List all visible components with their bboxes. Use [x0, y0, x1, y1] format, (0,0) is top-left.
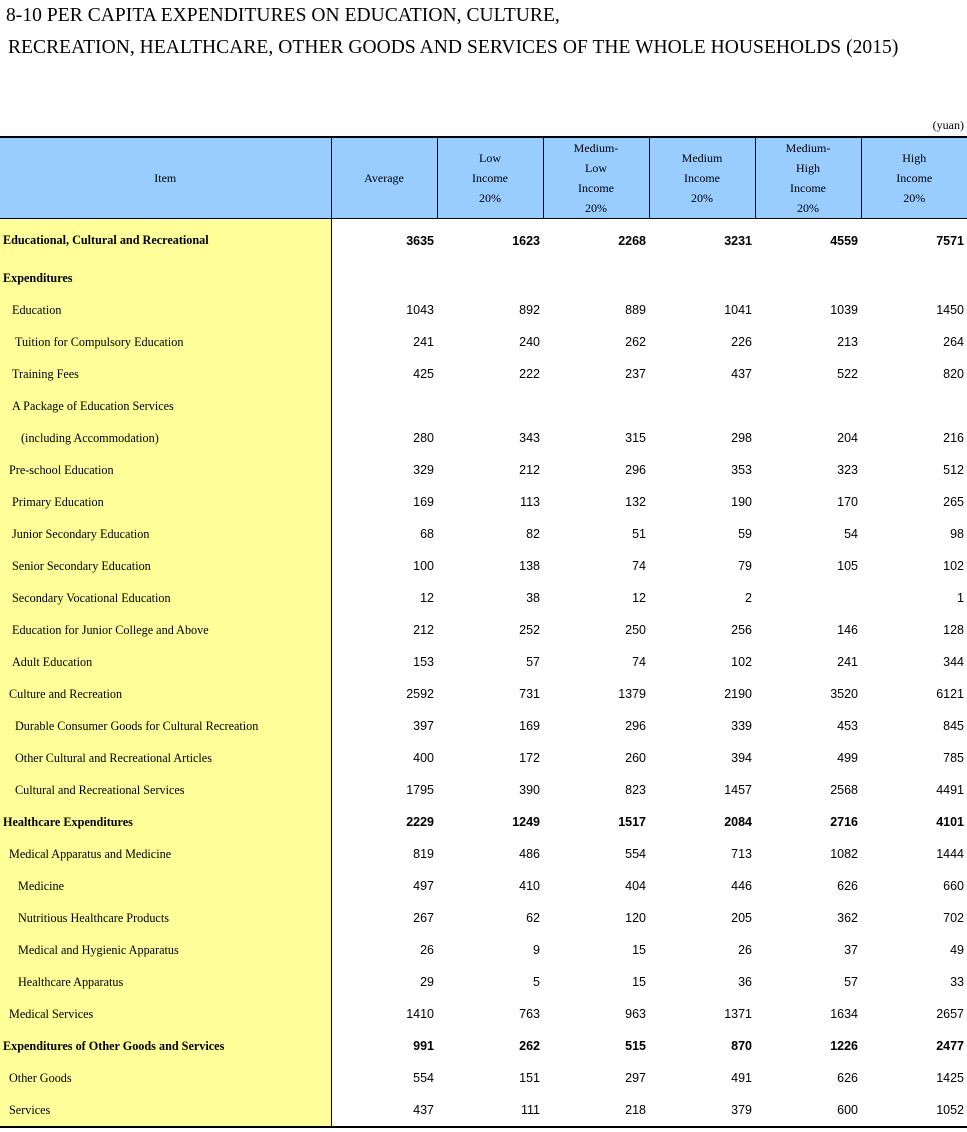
row-label: Medicine	[0, 870, 331, 902]
cell-value: 297	[625, 1071, 646, 1085]
cell-value: 1457	[724, 783, 752, 797]
cell-value: 353	[731, 463, 752, 477]
cell-value: 785	[943, 751, 964, 765]
header-line: Medium	[681, 151, 723, 165]
table-row	[0, 518, 967, 550]
cell-value: 497	[413, 879, 434, 893]
header-line: High	[796, 161, 820, 175]
cell-value	[755, 262, 861, 294]
table-row	[0, 1030, 967, 1062]
cell-value: 113	[520, 495, 540, 509]
cell-value: 491	[731, 1071, 752, 1085]
cell-value: 1082	[830, 847, 858, 861]
cell-value: 15	[632, 975, 646, 989]
cell-value: 26	[738, 943, 752, 957]
cell-value: 105	[837, 559, 858, 573]
cell-value: 204	[837, 431, 858, 445]
row-label: Medical and Hygienic Apparatus	[0, 934, 331, 966]
cell-value	[861, 262, 967, 294]
cell-value	[437, 390, 543, 422]
cell-value: 153	[413, 655, 434, 669]
table-row	[0, 998, 967, 1030]
cell-value	[543, 390, 649, 422]
cell-value: 323	[837, 463, 858, 477]
row-label: Culture and Recreation	[0, 678, 331, 710]
cell-value: 241	[837, 655, 858, 669]
cell-value: 820	[943, 367, 964, 381]
cell-value: 264	[943, 335, 964, 349]
cell-value: 102	[943, 559, 964, 573]
row-label: Education for Junior College and Above	[0, 614, 331, 646]
cell-value: 486	[519, 847, 540, 861]
row-label: Secondary Vocational Education	[0, 582, 331, 614]
cell-value: 36	[738, 975, 752, 989]
cell-value: 298	[731, 431, 752, 445]
table-row	[0, 1094, 967, 1127]
cell-value: 339	[731, 719, 752, 733]
cell-value: 963	[625, 1007, 646, 1021]
header-line: Medium-	[573, 141, 619, 155]
cell-value: 138	[519, 559, 540, 573]
row-label: Medical Apparatus and Medicine	[0, 838, 331, 870]
row-label: Primary Education	[0, 486, 331, 518]
cell-value: 262	[625, 335, 646, 349]
cell-value: 626	[837, 879, 858, 893]
table-row	[0, 934, 967, 966]
cell-value: 1410	[406, 1007, 434, 1021]
cell-value: 240	[519, 335, 540, 349]
cell-value: 170	[837, 495, 858, 509]
row-label: Medical Services	[0, 998, 331, 1030]
cell-value: 57	[844, 975, 858, 989]
row-label: A Package of Education Services	[0, 390, 331, 422]
cell-value: 499	[837, 751, 858, 765]
cell-value: 394	[731, 751, 752, 765]
cell-value: 2084	[724, 815, 752, 829]
cell-value: 1425	[936, 1071, 964, 1085]
cell-value: 329	[413, 463, 434, 477]
cell-value: 1039	[830, 303, 858, 317]
table-row	[0, 294, 967, 326]
table-row	[0, 614, 967, 646]
cell-value: 870	[731, 1039, 752, 1053]
cell-value: 12	[420, 591, 434, 605]
row-label: Adult Education	[0, 646, 331, 678]
cell-value: 267	[413, 911, 434, 925]
cell-value: 169	[519, 719, 540, 733]
header-medium-low-income	[543, 137, 649, 219]
cell-value: 763	[519, 1007, 540, 1021]
cell-value: 262	[519, 1039, 540, 1053]
header-line: Income	[578, 181, 614, 195]
cell-value: 205	[731, 911, 752, 925]
cell-value: 1052	[861, 1094, 967, 1127]
cell-value: 2268	[618, 233, 646, 248]
cell-value: 1623	[512, 233, 540, 248]
cell-value: 437	[731, 367, 752, 381]
cell-value: 4101	[936, 815, 964, 829]
cell-value: 26	[420, 943, 434, 957]
cell-value: 79	[738, 559, 752, 573]
cell-value: 660	[943, 879, 964, 893]
cell-value: 74	[632, 655, 646, 669]
row-label: Expenditures of Other Goods and Services	[0, 1030, 331, 1062]
table-row	[0, 486, 967, 518]
cell-value: 2477	[936, 1039, 964, 1053]
row-label: Pre-school Education	[0, 454, 331, 486]
header-item: Item	[0, 137, 331, 219]
table-row	[0, 422, 967, 454]
cell-value: 296	[625, 719, 646, 733]
cell-value: 1043	[406, 303, 434, 317]
header-average: Average	[331, 137, 437, 219]
cell-value: 256	[731, 623, 752, 637]
cell-value: 9	[533, 943, 540, 957]
cell-value: 213	[837, 335, 858, 349]
header-line: Low	[585, 161, 607, 175]
row-label: Expenditures	[0, 262, 331, 294]
cell-value: 343	[519, 431, 540, 445]
cell-value: 2657	[936, 1007, 964, 1021]
cell-value: 120	[625, 911, 646, 925]
header-line: Medium-	[785, 141, 831, 155]
row-label: Durable Consumer Goods for Cultural Recreation	[0, 710, 331, 742]
cell-value: 5	[533, 975, 540, 989]
table-row	[0, 870, 967, 902]
cell-value: 49	[950, 943, 964, 957]
cell-value: 446	[731, 879, 752, 893]
cell-value: 702	[943, 911, 964, 925]
row-label: Junior Secondary Education	[0, 518, 331, 550]
row-label: Nutritious Healthcare Products	[0, 902, 331, 934]
header-medium-income	[649, 137, 755, 219]
cell-value: 819	[413, 847, 434, 861]
cell-value: 512	[943, 463, 964, 477]
cell-value: 29	[420, 975, 434, 989]
cell-value: 379	[649, 1094, 755, 1127]
header-medium-high-income	[755, 137, 861, 219]
cell-value: 37	[844, 943, 858, 957]
cell-value: 190	[731, 495, 752, 509]
row-label: Services	[0, 1094, 331, 1127]
cell-value	[331, 262, 437, 294]
header-line: Income	[684, 171, 720, 185]
header-line: Income	[896, 171, 933, 185]
row-label: Education	[0, 294, 331, 326]
header-line: 20%	[903, 191, 926, 205]
cell-value: 226	[731, 335, 752, 349]
cell-value: 172	[519, 751, 540, 765]
unit-label: (yuan)	[932, 118, 964, 132]
cell-value: 59	[738, 527, 752, 541]
header-line: 20%	[797, 201, 819, 215]
cell-value: 1444	[936, 847, 964, 861]
cell-value: 12	[632, 591, 646, 605]
table-row	[0, 678, 967, 710]
table-row	[0, 806, 967, 838]
row-label: Senior Secondary Education	[0, 550, 331, 582]
cell-value: 260	[625, 751, 646, 765]
cell-value: 1041	[724, 303, 752, 317]
cell-value	[649, 390, 755, 422]
table-row	[0, 454, 967, 486]
cell-value: 3520	[830, 687, 858, 701]
cell-value: 216	[943, 431, 964, 445]
row-label: Other Goods	[0, 1062, 331, 1094]
cell-value: 1371	[724, 1007, 752, 1021]
cell-value: 453	[837, 719, 858, 733]
cell-value: 892	[519, 303, 540, 317]
table-row	[0, 902, 967, 934]
cell-value: 2592	[406, 687, 434, 701]
cell-value: 522	[837, 367, 858, 381]
cell-value: 82	[526, 527, 540, 541]
cell-value: 2229	[406, 815, 434, 829]
cell-value: 237	[625, 367, 646, 381]
cell-value: 437	[331, 1094, 437, 1127]
cell-value: 731	[519, 687, 540, 701]
cell-value: 132	[625, 495, 646, 509]
header-line: Income	[472, 171, 508, 185]
cell-value: 889	[625, 303, 646, 317]
cell-value: 600	[755, 1094, 861, 1127]
cell-value: 4559	[830, 233, 858, 248]
cell-value: 218	[543, 1094, 649, 1127]
cell-value: 2190	[724, 687, 752, 701]
cell-value	[755, 390, 861, 422]
cell-value: 74	[632, 559, 646, 573]
cell-value: 151	[519, 1071, 540, 1085]
table-row	[0, 390, 967, 422]
cell-value: 212	[413, 623, 434, 637]
cell-value: 54	[844, 527, 858, 541]
cell-value: 100	[413, 559, 434, 573]
header-low-income	[437, 137, 543, 219]
cell-value: 3231	[724, 233, 752, 248]
cell-value: 62	[526, 911, 540, 925]
cell-value: 626	[837, 1071, 858, 1085]
table-body	[0, 219, 967, 1128]
cell-value: 38	[526, 591, 540, 605]
row-label: Cultural and Recreational Services	[0, 774, 331, 806]
expenditure-table	[0, 136, 967, 1128]
cell-value: 68	[420, 527, 434, 541]
cell-value: 146	[837, 623, 858, 637]
row-label: Tuition for Compulsory Education	[0, 326, 331, 358]
row-label: Healthcare Apparatus	[0, 966, 331, 998]
cell-value: 400	[413, 751, 434, 765]
row-label: Training Fees	[0, 358, 331, 390]
cell-value: 57	[526, 655, 540, 669]
cell-value: 6121	[936, 687, 964, 701]
cell-value: 713	[731, 847, 752, 861]
table-title-line-2: RECREATION, HEALTHCARE, OTHER GOODS AND SERVICES OF THE WHOLE HOUSEHOLDS (2015)	[8, 37, 899, 58]
cell-value	[331, 390, 437, 422]
cell-value: 1795	[406, 783, 434, 797]
cell-value: 15	[632, 943, 646, 957]
cell-value: 241	[413, 335, 434, 349]
cell-value: 1634	[830, 1007, 858, 1021]
table-row	[0, 646, 967, 678]
cell-value: 51	[632, 527, 646, 541]
cell-value: 250	[625, 623, 646, 637]
cell-value: 410	[519, 879, 540, 893]
cell-value: 1517	[618, 815, 646, 829]
cell-value: 296	[625, 463, 646, 477]
cell-value: 212	[519, 463, 540, 477]
table-row	[0, 582, 967, 614]
row-label: Other Cultural and Recreational Articles	[0, 742, 331, 774]
cell-value: 404	[625, 879, 646, 893]
row-label: Healthcare Expenditures	[0, 806, 331, 838]
cell-value: 280	[413, 431, 434, 445]
table-row	[0, 774, 967, 806]
cell-value: 845	[943, 719, 964, 733]
cell-value: 111	[437, 1094, 543, 1127]
cell-value: 362	[837, 911, 858, 925]
cell-value: 2716	[830, 815, 858, 829]
table-row	[0, 1062, 967, 1094]
table-row	[0, 219, 967, 263]
row-label: Educational, Cultural and Recreational	[0, 219, 331, 263]
cell-value: 515	[625, 1039, 646, 1053]
header-line: Low	[479, 151, 501, 165]
cell-value: 991	[413, 1039, 434, 1053]
cell-value	[755, 582, 861, 614]
header-line: 20%	[479, 191, 501, 205]
table-row	[0, 326, 967, 358]
table-row	[0, 742, 967, 774]
cell-value: 1	[957, 591, 964, 605]
cell-value: 1226	[830, 1039, 858, 1053]
cell-value: 390	[519, 783, 540, 797]
cell-value: 222	[519, 367, 540, 381]
header-line: High	[902, 151, 927, 165]
header-line: 20%	[585, 201, 607, 215]
header-high-income	[861, 137, 967, 219]
cell-value: 425	[413, 367, 434, 381]
cell-value	[861, 390, 967, 422]
table-row	[0, 358, 967, 390]
row-label: (including Accommodation)	[0, 422, 331, 454]
cell-value: 7571	[936, 233, 964, 248]
cell-value: 98	[950, 527, 964, 541]
cell-value: 344	[943, 655, 964, 669]
cell-value: 3635	[406, 233, 434, 248]
cell-value: 4491	[936, 783, 964, 797]
header-line: Income	[790, 181, 826, 195]
cell-value	[543, 262, 649, 294]
cell-value: 1249	[512, 815, 540, 829]
table-title-line-1: 8-10 PER CAPITA EXPENDITURES ON EDUCATION, CULTURE,	[6, 5, 560, 26]
table-row	[0, 966, 967, 998]
table-row	[0, 838, 967, 870]
table-row	[0, 262, 967, 294]
table-row	[0, 550, 967, 582]
table-row	[0, 710, 967, 742]
cell-value: 554	[413, 1071, 434, 1085]
cell-value: 128	[943, 623, 964, 637]
cell-value	[437, 262, 543, 294]
cell-value: 554	[625, 847, 646, 861]
cell-value: 265	[943, 495, 964, 509]
cell-value: 823	[625, 783, 646, 797]
cell-value	[649, 262, 755, 294]
header-line: 20%	[691, 191, 713, 205]
header-row	[0, 137, 967, 219]
cell-value: 2	[745, 591, 752, 605]
cell-value: 2568	[830, 783, 858, 797]
cell-value: 397	[413, 719, 434, 733]
cell-value: 315	[625, 431, 646, 445]
cell-value: 1379	[618, 687, 646, 701]
cell-value: 33	[950, 975, 964, 989]
cell-value: 169	[413, 495, 434, 509]
cell-value: 1450	[936, 303, 964, 317]
cell-value: 102	[731, 655, 752, 669]
cell-value: 252	[519, 623, 540, 637]
